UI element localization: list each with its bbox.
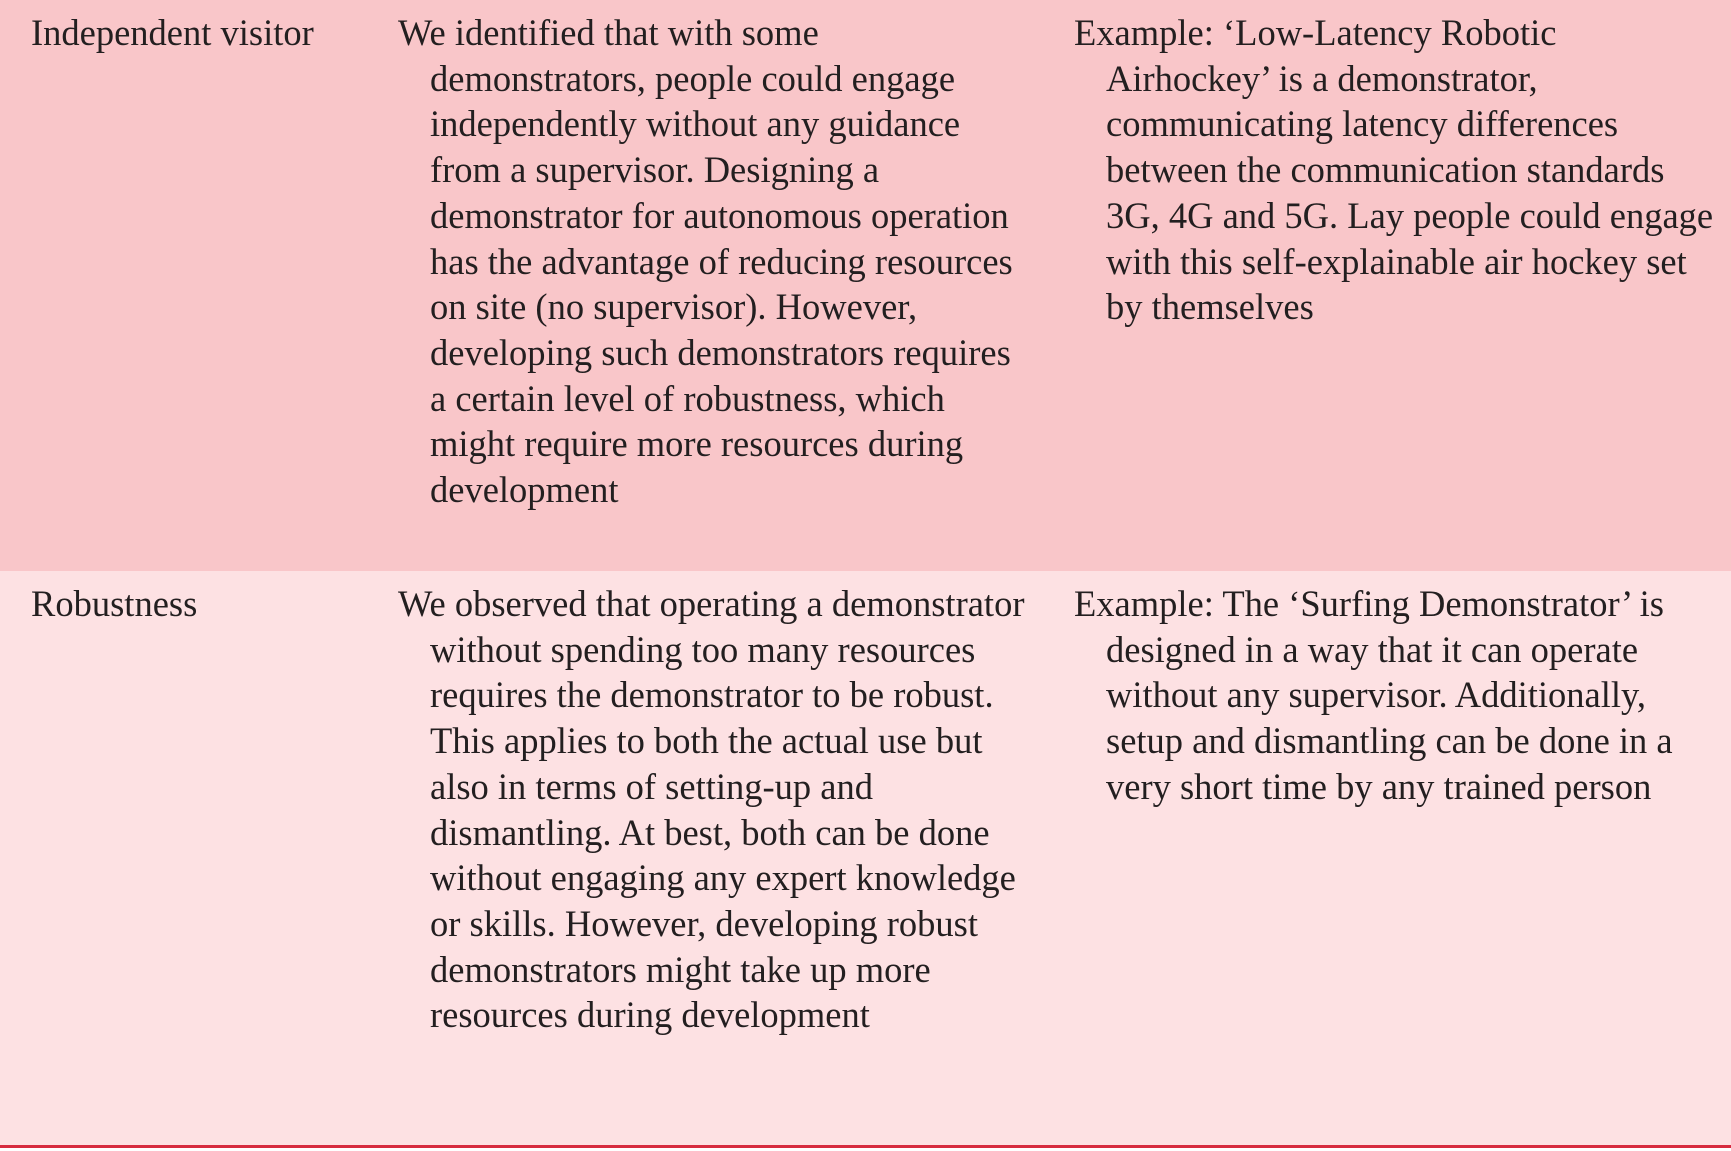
description-cell (366, 571, 1040, 1145)
example-cell (1040, 0, 1731, 571)
description-text: We observed that operating a demonstrator without spending too many resources requires the demonstrator to be robust. This applies to both the actual use but also in terms of setting-up and dismantling. At best, both can be done without engaging any expert knowledge or skills. However, developing robust demonstrators might take up more resources during development (398, 583, 1025, 1036)
description-cell (366, 0, 1040, 571)
table-bottom-rule (0, 1145, 1731, 1148)
example-cell (1040, 571, 1731, 1145)
example-text: Example: The ‘Surfing Demonstrator’ is designed in a way that it can operate without any supervisor. Additionally, setup and dismantling can be done in a very short time by any trained person (1074, 583, 1673, 807)
table-row (0, 0, 1731, 571)
table-row (0, 571, 1731, 1145)
example-text: Example: ‘Low-Latency Robotic Airhockey’ is a demonstrator, communicating latency differences between the communication standards 3G, 4G and 5G. Lay people could engage with this self-explainable air hockey set by themselves (1074, 12, 1714, 328)
description-text: We identified that with some demonstrators, people could engage independently without any guidance from a supervisor. Designing a demonstrator for autonomous operation has the advantage of reducing resources on site (no supervisor). However, developing such demonstrators requires a certain level of robustness, which might require more resources during development (398, 12, 1013, 511)
term-cell (0, 0, 366, 571)
term-text: Independent visitor (31, 12, 314, 53)
term-cell (0, 571, 366, 1145)
term-text: Robustness (31, 583, 198, 624)
